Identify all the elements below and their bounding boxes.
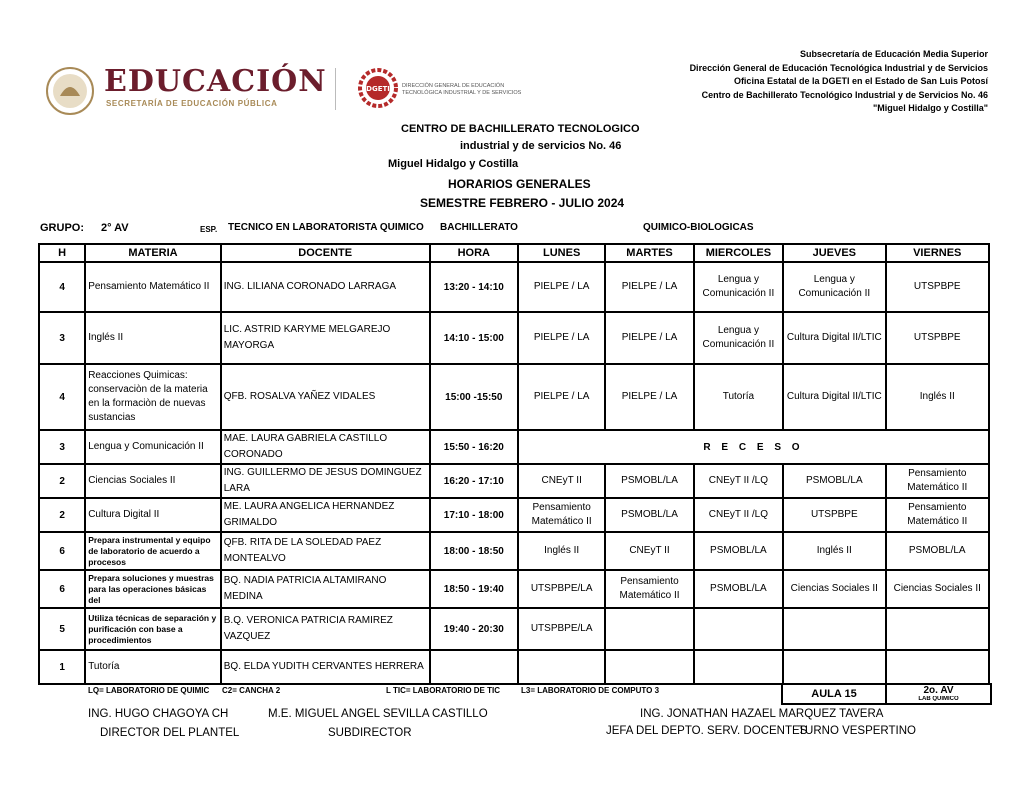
viernes-cell: Ciencias Sociales II xyxy=(886,570,990,608)
hours-cell: 2 xyxy=(39,498,85,532)
col-header-hora: HORA xyxy=(430,244,518,262)
jueves-cell: Ciencias Sociales II xyxy=(783,570,885,608)
mexico-seal-icon xyxy=(42,66,98,116)
table-row xyxy=(39,532,989,570)
subject-cell: Prepara soluciones y muestras para las operaciones básicas del xyxy=(85,570,221,608)
time-cell: 18:50 - 19:40 xyxy=(430,570,518,608)
level-value: BACHILLERATO xyxy=(440,222,518,233)
viernes-cell: UTSPBPE xyxy=(886,312,990,364)
martes-cell: CNEyT II xyxy=(605,532,693,570)
time-cell: 14:10 - 15:00 xyxy=(430,312,518,364)
col-header-viernes: VIERNES xyxy=(886,244,990,262)
lunes-cell: Inglés II xyxy=(518,532,605,570)
miercoles-cell: CNEyT II /LQ xyxy=(694,498,783,532)
institution-line: Dirección General de Educación Tecnológica Industrial y de Servicios xyxy=(689,62,988,73)
subject-cell: Utiliza técnicas de separación y purificación con base a procedimientos xyxy=(85,608,221,650)
institution-line: Subsecretaría de Educación Media Superior xyxy=(799,49,988,59)
subject-cell: Tutoría xyxy=(85,650,221,684)
lunes-cell: PIELPE / LA xyxy=(518,312,605,364)
group-value: 2° AV xyxy=(101,222,129,234)
institution-line: Centro de Bachillerato Tecnológico Industrial y de Servicios No. 46 xyxy=(701,89,988,100)
dept-head-name: ING. JONATHAN HAZAEL MARQUEZ TAVERA xyxy=(640,708,884,720)
teacher-cell: ING. LILIANA CORONADO LARRAGA xyxy=(221,262,430,312)
schedule-title: HORARIOS GENERALES xyxy=(448,177,591,191)
lunes-cell: CNEyT II xyxy=(518,464,605,498)
jueves-cell: Cultura Digital II/LTIC xyxy=(783,312,885,364)
dept-head-role: JEFA DEL DEPTO. SERV. DOCENTES xyxy=(606,725,808,737)
jueves-cell xyxy=(783,650,885,684)
subject-cell: Reacciones Quimicas: conservaciòn de la materia en la formaciòn de nuevas sustancias xyxy=(85,364,221,430)
school-subtitle: industrial y de servicios No. 46 xyxy=(460,140,622,152)
dgeti-logo-text: DGETI xyxy=(366,85,390,93)
time-cell xyxy=(430,650,518,684)
subject-cell: Ciencias Sociales II xyxy=(85,464,221,498)
viernes-cell: UTSPBPE xyxy=(886,262,990,312)
director-role: DIRECTOR DEL PLANTEL xyxy=(100,727,240,739)
col-header-h: H xyxy=(39,244,85,262)
table-header-row xyxy=(39,244,989,262)
institution-line: "Miguel Hidalgo y Costilla" xyxy=(872,103,988,114)
hours-cell: 4 xyxy=(39,262,85,312)
group-box-line: 2o. AV xyxy=(923,685,954,696)
table-row xyxy=(39,364,989,430)
schedule-table xyxy=(38,243,990,685)
school-name: Miguel Hidalgo y Costilla xyxy=(388,158,519,170)
col-header-jueves: JUEVES xyxy=(783,244,885,262)
classroom-box: AULA 15 xyxy=(781,683,887,705)
school-title: CENTRO DE BACHILLERATO TECNOLOGICO xyxy=(401,123,640,135)
hours-cell: 3 xyxy=(39,312,85,364)
miercoles-cell: PSMOBL/LA xyxy=(694,532,783,570)
lunes-cell: UTSPBPE/LA xyxy=(518,608,605,650)
table-row xyxy=(39,608,989,650)
teacher-cell: QFB. ROSALVA YAÑEZ VIDALES xyxy=(221,364,430,430)
lunes-cell xyxy=(518,650,605,684)
dgeti-caption-line: TECNOLÓGICA INDUSTRIAL Y DE SERVICIOS xyxy=(402,90,522,96)
subdirector-role: SUBDIRECTOR xyxy=(328,727,412,739)
miercoles-cell: Lengua y Comunicación II xyxy=(694,262,783,312)
table-row xyxy=(39,498,989,532)
institution-line: Oficina Estatal de la DGETI en el Estado de San Luis Potosí xyxy=(733,76,988,87)
hours-cell: 5 xyxy=(39,608,85,650)
martes-cell: PIELPE / LA xyxy=(605,312,693,364)
specialty-label: ESP. xyxy=(200,225,218,234)
martes-cell: Pensamiento Matemático II xyxy=(605,570,693,608)
jueves-cell: UTSPBPE xyxy=(783,498,885,532)
table-row xyxy=(39,312,989,364)
jueves-cell: PSMOBL/LA xyxy=(783,464,885,498)
miercoles-cell: CNEyT II /LQ xyxy=(694,464,783,498)
teacher-cell: LIC. ASTRID KARYME MELGAREJO MAYORGA xyxy=(221,312,430,364)
table-row xyxy=(39,262,989,312)
subdirector-name: M.E. MIGUEL ANGEL SEVILLA CASTILLO xyxy=(268,708,488,720)
education-wordmark: EDUCACIÓN xyxy=(104,64,327,99)
semester-title: SEMESTRE FEBRERO - JULIO 2024 xyxy=(420,196,625,210)
hours-cell: 1 xyxy=(39,650,85,684)
jueves-cell xyxy=(783,608,885,650)
specialty-value: TECNICO EN LABORATORISTA QUIMICO xyxy=(228,222,424,233)
group-box-line: LAB QUIMICO xyxy=(918,696,959,701)
hours-cell: 2 xyxy=(39,464,85,498)
teacher-cell: ME. LAURA ANGELICA HERNANDEZ GRIMALDO xyxy=(221,498,430,532)
dgeti-gear-icon xyxy=(358,68,398,108)
jueves-cell: Cultura Digital II/LTIC xyxy=(783,364,885,430)
table-row xyxy=(39,430,989,464)
martes-cell: PIELPE / LA xyxy=(605,262,693,312)
recess-cell: R E C E S O xyxy=(518,430,989,464)
institution-block xyxy=(690,48,988,116)
teacher-cell: ING. GUILLERMO DE JESUS DOMINGUEZ LARA xyxy=(221,464,430,498)
table-row xyxy=(39,650,989,684)
legend-c2: C2= CANCHA 2 xyxy=(222,686,281,695)
time-cell: 16:20 - 17:10 xyxy=(430,464,518,498)
jueves-cell: Lengua y Comunicación II xyxy=(783,262,885,312)
teacher-cell: MAE. LAURA GABRIELA CASTILLO CORONADO xyxy=(221,430,430,464)
martes-cell xyxy=(605,650,693,684)
miercoles-cell xyxy=(694,608,783,650)
director-name: ING. HUGO CHAGOYA CH xyxy=(88,708,229,720)
col-header-miercoles: MIERCOLES xyxy=(694,244,783,262)
time-cell: 19:40 - 20:30 xyxy=(430,608,518,650)
time-cell: 18:00 - 18:50 xyxy=(430,532,518,570)
time-cell: 15:50 - 16:20 xyxy=(430,430,518,464)
hours-cell: 3 xyxy=(39,430,85,464)
miercoles-cell: Tutoría xyxy=(694,364,783,430)
col-header-lunes: LUNES xyxy=(518,244,605,262)
legend-ltic: L TIC= LABORATORIO DE TIC xyxy=(386,686,501,695)
martes-cell: PSMOBL/LA xyxy=(605,464,693,498)
lunes-cell: PIELPE / LA xyxy=(518,364,605,430)
col-header-martes: MARTES xyxy=(605,244,693,262)
logo-divider xyxy=(335,68,336,110)
area-value: QUIMICO-BIOLOGICAS xyxy=(643,222,754,233)
time-cell: 17:10 - 18:00 xyxy=(430,498,518,532)
miercoles-cell: PSMOBL/LA xyxy=(694,570,783,608)
group-box xyxy=(885,683,992,705)
martes-cell xyxy=(605,608,693,650)
miercoles-cell xyxy=(694,650,783,684)
lunes-cell: UTSPBPE/LA xyxy=(518,570,605,608)
martes-cell: PSMOBL/LA xyxy=(605,498,693,532)
group-label: GRUPO: xyxy=(40,222,84,234)
subject-cell: Inglés II xyxy=(85,312,221,364)
hours-cell: 6 xyxy=(39,532,85,570)
viernes-cell: Pensamiento Matemático II xyxy=(886,464,990,498)
hours-cell: 4 xyxy=(39,364,85,430)
table-row xyxy=(39,570,989,608)
teacher-cell: BQ. ELDA YUDITH CERVANTES HERRERA xyxy=(221,650,430,684)
table-row xyxy=(39,464,989,498)
lunes-cell: PIELPE / LA xyxy=(518,262,605,312)
viernes-cell: Inglés II xyxy=(886,364,990,430)
col-header-docente: DOCENTE xyxy=(221,244,430,262)
subject-cell: Lengua y Comunicación II xyxy=(85,430,221,464)
shift-label: TURNO VESPERTINO xyxy=(798,725,916,737)
viernes-cell xyxy=(886,650,990,684)
dgeti-caption-line: DIRECCIÓN GENERAL DE EDUCACIÓN xyxy=(402,83,505,89)
lunes-cell: Pensamiento Matemático II xyxy=(518,498,605,532)
subject-cell: Pensamiento Matemático II xyxy=(85,262,221,312)
hours-cell: 6 xyxy=(39,570,85,608)
time-cell: 15:00 -15:50 xyxy=(430,364,518,430)
teacher-cell: BQ. NADIA PATRICIA ALTAMIRANO MEDINA xyxy=(221,570,430,608)
viernes-cell: PSMOBL/LA xyxy=(886,532,990,570)
miercoles-cell: Lengua y Comunicación II xyxy=(694,312,783,364)
teacher-cell: QFB. RITA DE LA SOLEDAD PAEZ MONTEALVO xyxy=(221,532,430,570)
dgeti-caption xyxy=(402,83,521,97)
sep-subtitle: SECRETARÍA DE EDUCACIÓN PÚBLICA xyxy=(106,99,278,108)
legend-l3: L3= LABORATORIO DE COMPUTO 3 xyxy=(521,686,660,695)
subject-cell: Cultura Digital II xyxy=(85,498,221,532)
time-cell: 13:20 - 14:10 xyxy=(430,262,518,312)
viernes-cell: Pensamiento Matemático II xyxy=(886,498,990,532)
teacher-cell: B.Q. VERONICA PATRICIA RAMIREZ VAZQUEZ xyxy=(221,608,430,650)
legend-lq: LQ= LABORATORIO DE QUIMIC xyxy=(88,686,210,695)
subject-cell: Prepara instrumental y equipo de laboratorio de acuerdo a procesos xyxy=(85,532,221,570)
martes-cell: PIELPE / LA xyxy=(605,364,693,430)
viernes-cell xyxy=(886,608,990,650)
jueves-cell: Inglés II xyxy=(783,532,885,570)
col-header-materia: MATERIA xyxy=(85,244,221,262)
